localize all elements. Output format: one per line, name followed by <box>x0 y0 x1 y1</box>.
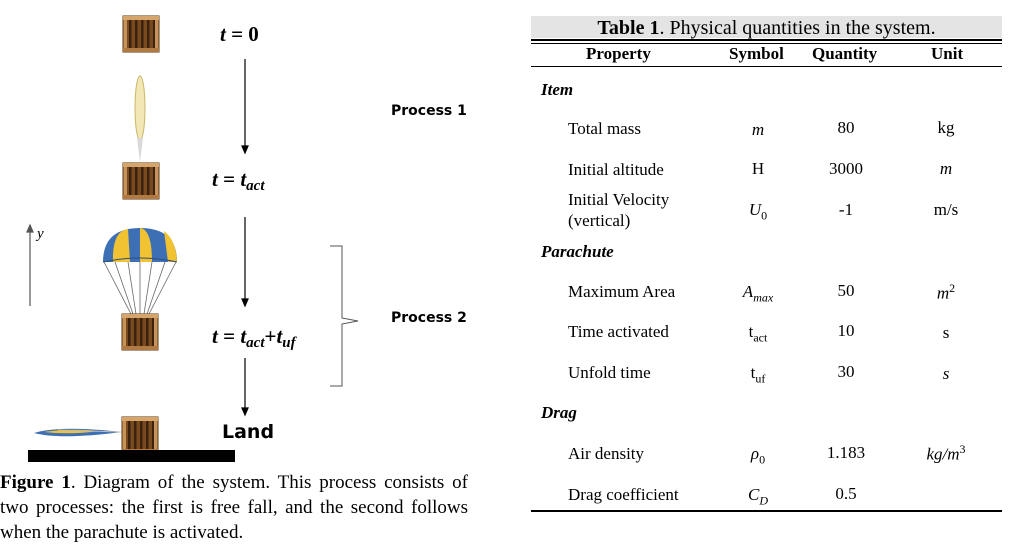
row-initial-velocity-unit: m/s <box>933 200 959 219</box>
row-total-mass-property: Total mass <box>568 119 641 138</box>
row-max-area-symbol: $A_{max}$ <box>742 282 774 305</box>
crate-icon-activated <box>123 163 159 199</box>
crate-icon-parachute <box>122 314 158 350</box>
row-unfold-time-unit: s <box>942 364 950 383</box>
row-total-mass-quantity: 80 <box>837 118 855 137</box>
row-unfold-time-quantity: 30 <box>837 362 855 381</box>
row-total-mass-symbol: m <box>751 120 765 139</box>
row-total-mass-unit: kg <box>937 118 955 137</box>
row-max-area-unit: $m^2$ <box>936 281 956 303</box>
table-title: Table 1. Physical quantities in the system. <box>531 16 1002 38</box>
row-initial-velocity-quantity: -1 <box>838 200 854 219</box>
process-2-brace <box>330 246 358 386</box>
row-initial-velocity-property: Initial Velocity (vertical) <box>568 190 670 230</box>
row-time-activated-unit: s <box>942 323 950 342</box>
row-time-activated-property: Time activated <box>568 322 669 341</box>
header-property: Property <box>586 44 651 63</box>
label-process-1: Process 1 <box>391 103 467 119</box>
table-bottom-rule <box>531 510 1002 512</box>
row-time-activated-quantity: 10 <box>837 321 855 340</box>
row-air-density-symbol: $\rho_0$ <box>750 444 766 467</box>
label-t-act: $t = t_{act}$ <box>212 167 265 194</box>
header-quantity: Quantity <box>812 44 878 63</box>
row-time-activated-symbol: $t_{act}$ <box>748 322 768 345</box>
row-unfold-time-symbol: $t_{uf}$ <box>750 363 766 386</box>
figure-caption: Figure 1. Diagram of the system. This process consists of two processes: the first is free fall, and the second follows when the parachute is activated. <box>0 472 468 543</box>
row-initial-altitude-property: Initial altitude <box>568 160 664 179</box>
table-header-rule <box>531 66 1002 67</box>
landed-parachute-icon <box>34 429 122 437</box>
row-air-density-unit: $kg/m^3$ <box>926 442 966 464</box>
row-max-area-quantity: 50 <box>837 281 855 300</box>
row-air-density-property: Air density <box>568 444 645 463</box>
row-drag-coefficient-quantity: 0.5 <box>835 484 857 503</box>
open-parachute-icon <box>103 228 177 314</box>
section-drag: Drag <box>541 403 577 422</box>
crate-icon-start <box>123 16 159 52</box>
row-unfold-time-property: Unfold time <box>568 363 651 382</box>
table-top-rule <box>531 39 1002 41</box>
label-land: Land <box>222 421 275 443</box>
label-process-2: Process 2 <box>391 310 467 326</box>
row-drag-coefficient-symbol: $C_D$ <box>747 485 768 508</box>
row-air-density-quantity: 1.183 <box>826 443 866 462</box>
section-item: Item <box>541 80 574 99</box>
label-y-axis: y <box>37 226 44 242</box>
packed-parachute-icon <box>135 76 145 162</box>
row-initial-altitude-unit: m <box>939 159 953 178</box>
header-unit: Unit <box>931 44 964 63</box>
crate-icon-landed <box>122 417 158 453</box>
row-drag-coefficient-property: Drag coefficient <box>568 485 679 504</box>
row-initial-velocity-symbol: $U_0$ <box>748 200 768 223</box>
header-symbol: Symbol <box>729 44 784 63</box>
row-initial-altitude-symbol: H <box>751 159 765 178</box>
label-t0: t = 0 <box>220 22 259 46</box>
section-parachute: Parachute <box>541 242 614 261</box>
label-t-final: $t = t_{act}+t_{uf}$ <box>212 324 296 351</box>
row-max-area-property: Maximum Area <box>568 282 676 301</box>
row-initial-altitude-quantity: 3000 <box>829 159 863 178</box>
ground-bar <box>28 450 235 462</box>
